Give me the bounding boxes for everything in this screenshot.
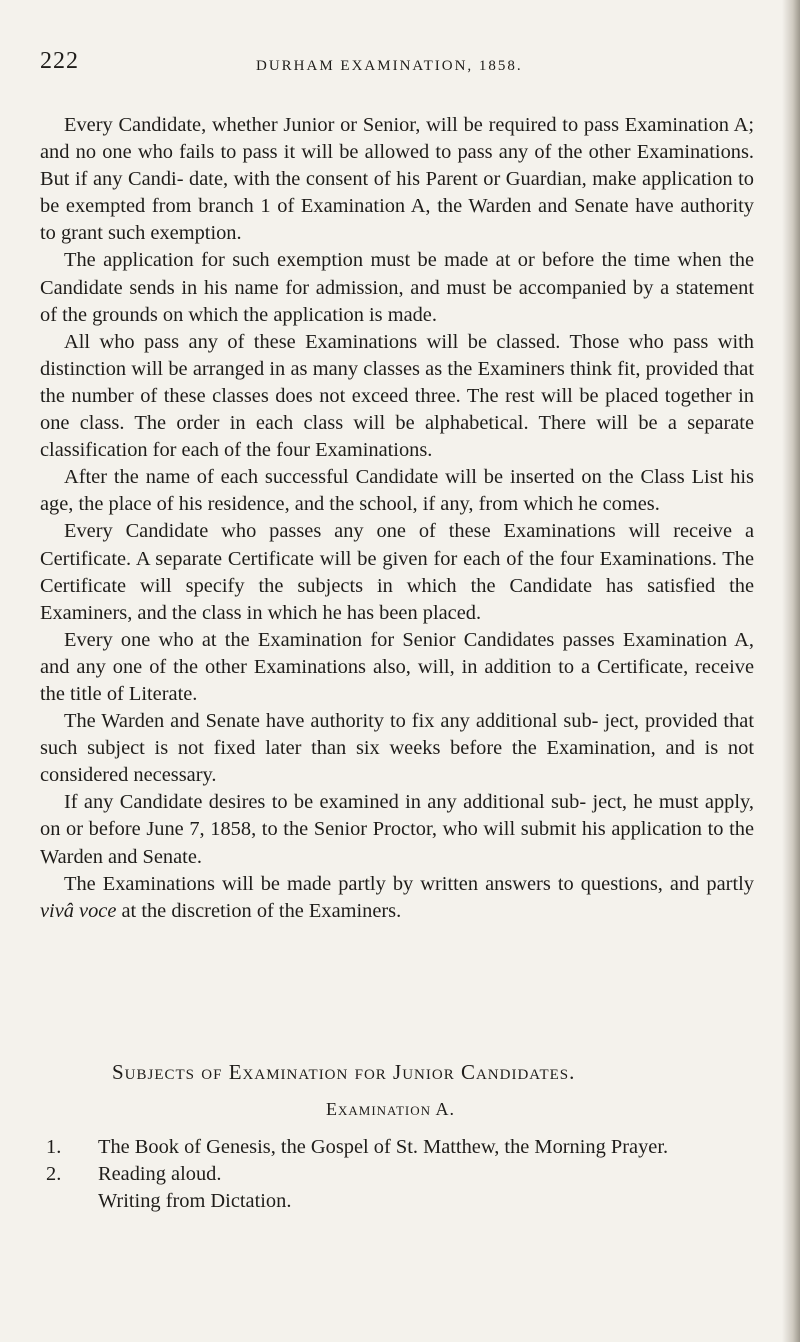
subject-list [46, 1134, 766, 1215]
paragraph: Every Candidate who passes any one of these Examinations will receive a Certificate. A separate Certificate will be given for each of the four Examinations. The Certificate will specify the subjects in which the Candidate has satisfied the Examiners, and the class in which he has been placed. [40, 520, 754, 624]
list-item [46, 1161, 766, 1215]
text-run: The Examinations will be made partly by written answers to questions, and partly [64, 872, 754, 895]
text-run: at the discretion of the Examiners. [116, 899, 402, 922]
body-text [40, 112, 754, 925]
list-item [46, 1134, 766, 1161]
item-number: 1. [46, 1136, 62, 1158]
page-number: 222 [40, 48, 79, 74]
page-edge-shadow [782, 0, 800, 1342]
paragraph: All who pass any of these Examinations will be classed. Those who pass with distinction will be arranged in as many classes as the Examiners think fit, provided that the number of these classes does not exceed three. The rest will be placed together in one class. The order in each class will be alphabetical. There will be a separate classification for each of the four Examinations. [40, 330, 754, 462]
section-heading: Subjects of Examination for Junior Candidates. [112, 1060, 576, 1084]
paragraph: Every Candidate, whether Junior or Senior, will be required to pass Examination A; and no one who fails to pass it will be allowed to pass any of the other Examinations. But if any Candi- date, with the consent of his Parent or Guardian, make application to be exempted from branch 1 of Examination A, the Warden and Senate have authority to grant such exemption. [40, 114, 754, 245]
paragraph: If any Candidate desires to be examined in any additional sub- ject, he must apply, on or before June 7, 1858, to the Senior Proctor, who will submit his application to the Warden and Senate. [40, 791, 754, 868]
item-text: Reading aloud. [98, 1163, 222, 1186]
italic-text: vivâ voce [40, 899, 117, 922]
paragraph: After the name of each successful Candidate will be inserted on the Class List his age, the place of his residence, and the school, if any, from which he comes. [40, 466, 754, 516]
paragraph [40, 871, 754, 925]
section-subheading: Examination A. [326, 1099, 456, 1119]
running-title: DURHAM EXAMINATION, 1858. [256, 58, 523, 74]
item-number: 2. [46, 1163, 62, 1186]
paragraph: The Warden and Senate have authority to fix any additional sub- ject, provided that such subject is not fixed later than six weeks before the Examination, and is not considered necessary. [40, 710, 754, 787]
paragraph: Every one who at the Examination for Senior Candidates passes Examination A, and any one of the other Examinations also, will, in addition to a Certificate, receive the title of Literate. [40, 628, 754, 705]
item-text: The Book of Genesis, the Gospel of St. Matthew, the Morning Prayer. [98, 1136, 669, 1158]
item-continuation: Writing from Dictation. [98, 1190, 292, 1213]
paragraph: The application for such exemption must be made at or before the time when the Candidate sends in his name for admission, and must be accompanied by a statement of the grounds on which the application is made. [40, 249, 754, 326]
